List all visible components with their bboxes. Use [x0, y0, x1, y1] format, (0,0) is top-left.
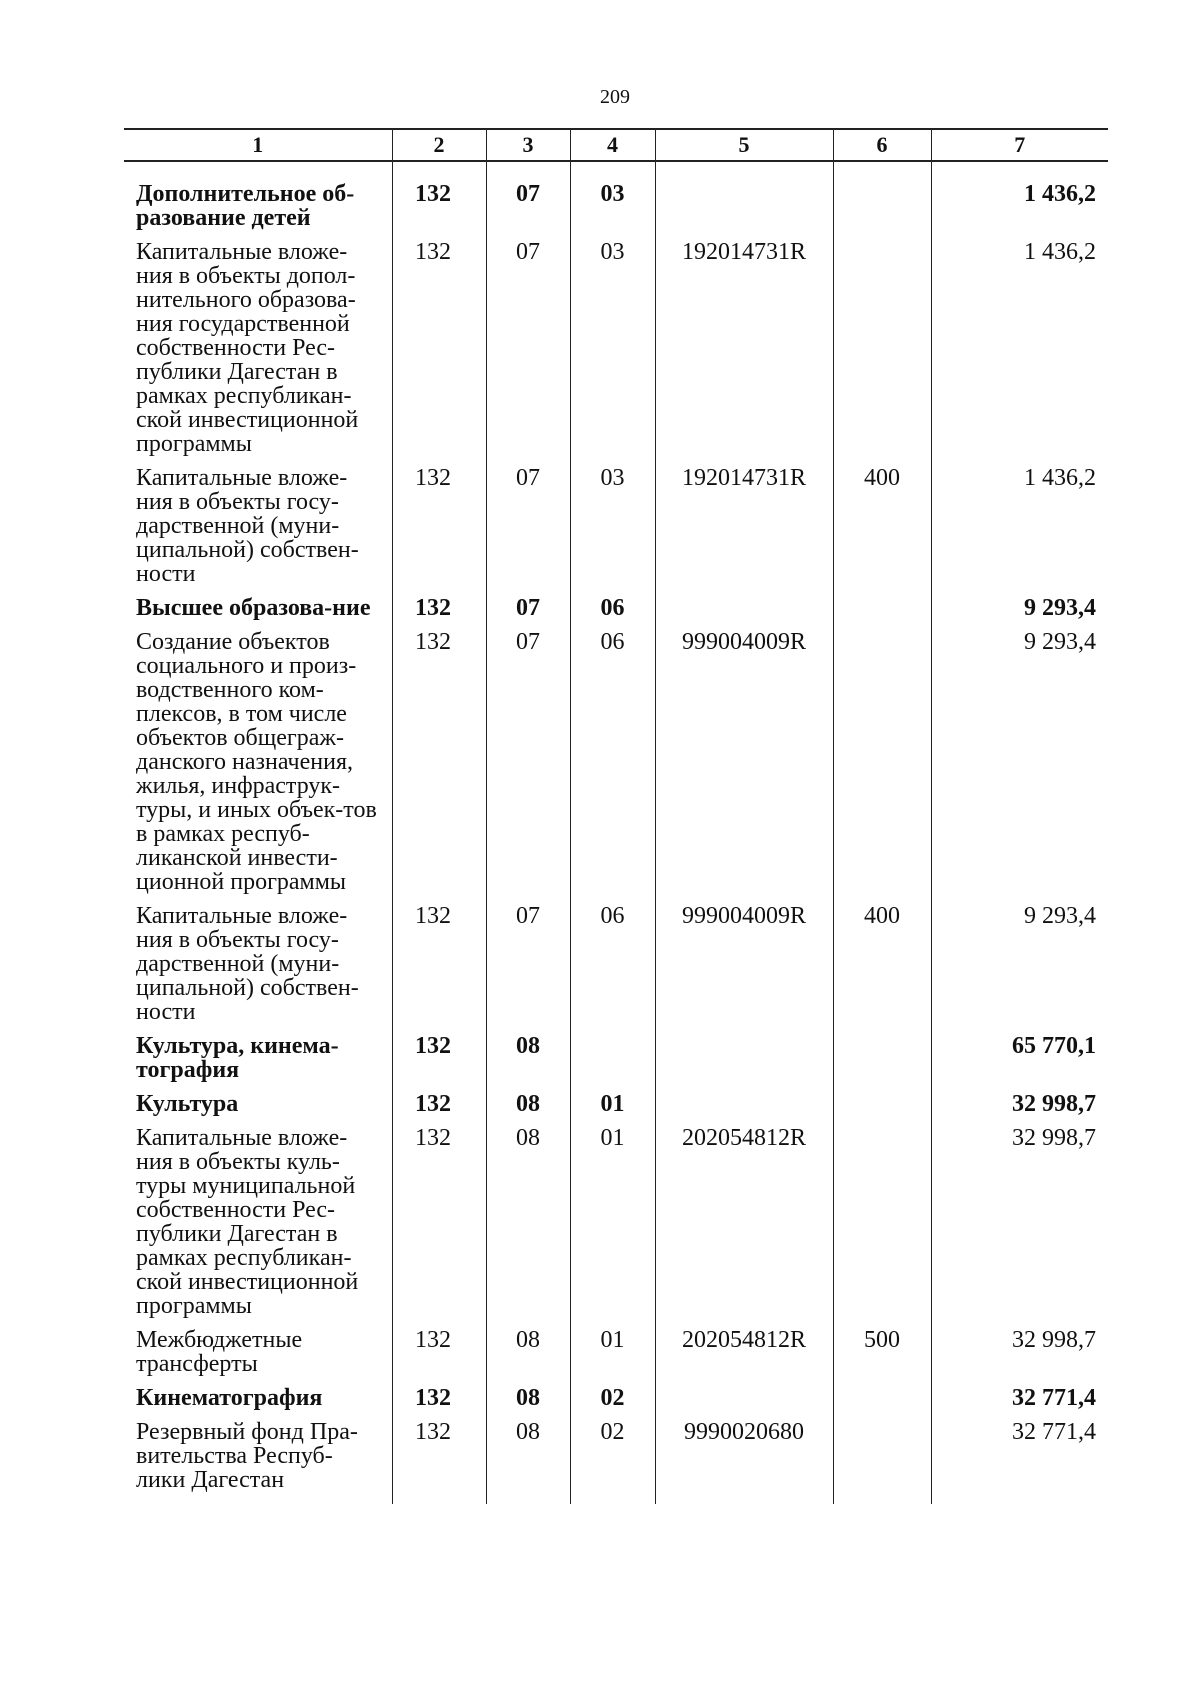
col3-cell: 07 [486, 630, 570, 904]
column-header: 1 [124, 129, 392, 161]
column-header: 5 [655, 129, 833, 161]
col4-cell: 06 [570, 596, 655, 630]
row-label-cell: Кинематография [136, 1385, 323, 1411]
table-row [124, 904, 1108, 1034]
col3-cell: 08 [486, 1092, 570, 1126]
col4-cell: 06 [570, 904, 655, 1034]
col5-cell: 999004009R [655, 630, 833, 904]
col6-cell: 400 [833, 466, 931, 596]
row-label-cell: Высшее образова-ние [136, 595, 371, 621]
col5-cell: 202054812R [655, 1328, 833, 1386]
col7-cell: 9 293,4 [931, 630, 1108, 904]
table-row [124, 1034, 1108, 1092]
column-header: 4 [570, 129, 655, 161]
col4-cell [570, 1034, 655, 1092]
col2-cell: 132 [392, 182, 486, 240]
col6-cell [833, 240, 931, 466]
column-header: 3 [486, 129, 570, 161]
row-label-cell: Капитальные вложе-ния в объекты куль-туры муниципальной собственности Рес-публики Дагестан в рамках республикан-ской инвестиционной программы [136, 1125, 359, 1319]
spacer-row [124, 161, 1108, 182]
column-header: 7 [931, 129, 1108, 161]
col4-cell: 03 [570, 240, 655, 466]
col5-cell [655, 1386, 833, 1420]
col7-cell: 1 436,2 [931, 240, 1108, 466]
row-label-cell: Резервный фонд Пра-вительства Респуб-лики Дагестан [136, 1419, 358, 1493]
col3-cell: 08 [486, 1126, 570, 1328]
col7-cell: 32 998,7 [931, 1126, 1108, 1328]
row-label-cell: Межбюджетные трансферты [136, 1327, 303, 1377]
col7-cell: 1 436,2 [931, 466, 1108, 596]
col2-cell: 132 [392, 466, 486, 596]
table-row [124, 240, 1108, 466]
row-label-cell: Культура, кинема-тография [136, 1033, 339, 1083]
table-body [124, 161, 1108, 1504]
table-row [124, 1420, 1108, 1504]
col4-cell: 06 [570, 630, 655, 904]
col5-cell: 192014731R [655, 466, 833, 596]
col2-cell: 132 [392, 904, 486, 1034]
col3-cell: 08 [486, 1328, 570, 1386]
col5-cell [655, 596, 833, 630]
table-row [124, 1386, 1108, 1420]
col5-cell: 192014731R [655, 240, 833, 466]
col4-cell: 01 [570, 1126, 655, 1328]
col7-cell: 32 771,4 [931, 1420, 1108, 1504]
col4-cell: 01 [570, 1328, 655, 1386]
column-header-row [124, 129, 1108, 161]
col6-cell [833, 596, 931, 630]
table-row [124, 466, 1108, 596]
col6-cell: 500 [833, 1328, 931, 1386]
col7-cell: 32 771,4 [931, 1386, 1108, 1420]
col6-cell [833, 1420, 931, 1504]
col7-cell: 1 436,2 [931, 182, 1108, 240]
col5-cell: 999004009R [655, 904, 833, 1034]
col5-cell [655, 1034, 833, 1092]
col2-cell: 132 [392, 596, 486, 630]
col7-cell: 65 770,1 [931, 1034, 1108, 1092]
col6-cell [833, 1092, 931, 1126]
budget-table-container [124, 128, 1108, 1504]
column-header: 2 [392, 129, 486, 161]
col7-cell: 9 293,4 [931, 904, 1108, 1034]
col4-cell: 02 [570, 1386, 655, 1420]
col6-cell [833, 630, 931, 904]
col3-cell: 07 [486, 182, 570, 240]
col3-cell: 08 [486, 1386, 570, 1420]
col4-cell: 02 [570, 1420, 655, 1504]
col3-cell: 08 [486, 1420, 570, 1504]
page-number: 209 [600, 86, 630, 108]
col3-cell: 08 [486, 1034, 570, 1092]
col7-cell: 9 293,4 [931, 596, 1108, 630]
col2-cell: 132 [392, 1092, 486, 1126]
row-label-cell: Капитальные вложе-ния в объекты госу-дарственной (муни-ципальной) собствен-ности [136, 465, 359, 587]
col5-cell: 202054812R [655, 1126, 833, 1328]
col5-cell [655, 182, 833, 240]
col2-cell: 132 [392, 240, 486, 466]
table-row [124, 1126, 1108, 1328]
col7-cell: 32 998,7 [931, 1328, 1108, 1386]
col5-cell [655, 1092, 833, 1126]
col7-cell: 32 998,7 [931, 1092, 1108, 1126]
col6-cell [833, 182, 931, 240]
row-label-cell: Капитальные вложе-ния в объекты госу-дарственной (муни-ципальной) собствен-ности [136, 903, 359, 1025]
col3-cell: 07 [486, 596, 570, 630]
col6-cell [833, 1386, 931, 1420]
table-row [124, 1328, 1108, 1386]
row-label-cell: Капитальные вложе-ния в объекты допол-нительного образова-ния государственной собственности Рес-публики Дагестан в рамках республикан-ской инвестиционной программы [136, 239, 359, 457]
col2-cell: 132 [392, 1034, 486, 1092]
table-row [124, 630, 1108, 904]
col2-cell: 132 [392, 630, 486, 904]
col4-cell: 03 [570, 466, 655, 596]
col6-cell [833, 1126, 931, 1328]
col3-cell: 07 [486, 240, 570, 466]
column-header: 6 [833, 129, 931, 161]
col2-cell: 132 [392, 1420, 486, 1504]
table-row [124, 182, 1108, 240]
col2-cell: 132 [392, 1386, 486, 1420]
col6-cell [833, 1034, 931, 1092]
row-label-cell: Культура [136, 1091, 239, 1117]
row-label-cell: Дополнительное об-разование детей [136, 181, 355, 231]
col2-cell: 132 [392, 1126, 486, 1328]
table-row [124, 596, 1108, 630]
col3-cell: 07 [486, 904, 570, 1034]
budget-table [124, 128, 1108, 1504]
table-row [124, 1092, 1108, 1126]
col3-cell: 07 [486, 466, 570, 596]
row-label-cell: Создание объектов социального и произ-водственного ком-плексов, в том числе объектов общеграж-данского назначения, жилья, инфраструк-туры, и иных объек-тов в рамках респуб-ликанской инвести-ционной программы [136, 629, 377, 895]
col4-cell: 03 [570, 182, 655, 240]
col5-cell: 9990020680 [655, 1420, 833, 1504]
col4-cell: 01 [570, 1092, 655, 1126]
col2-cell: 132 [392, 1328, 486, 1386]
col6-cell: 400 [833, 904, 931, 1034]
